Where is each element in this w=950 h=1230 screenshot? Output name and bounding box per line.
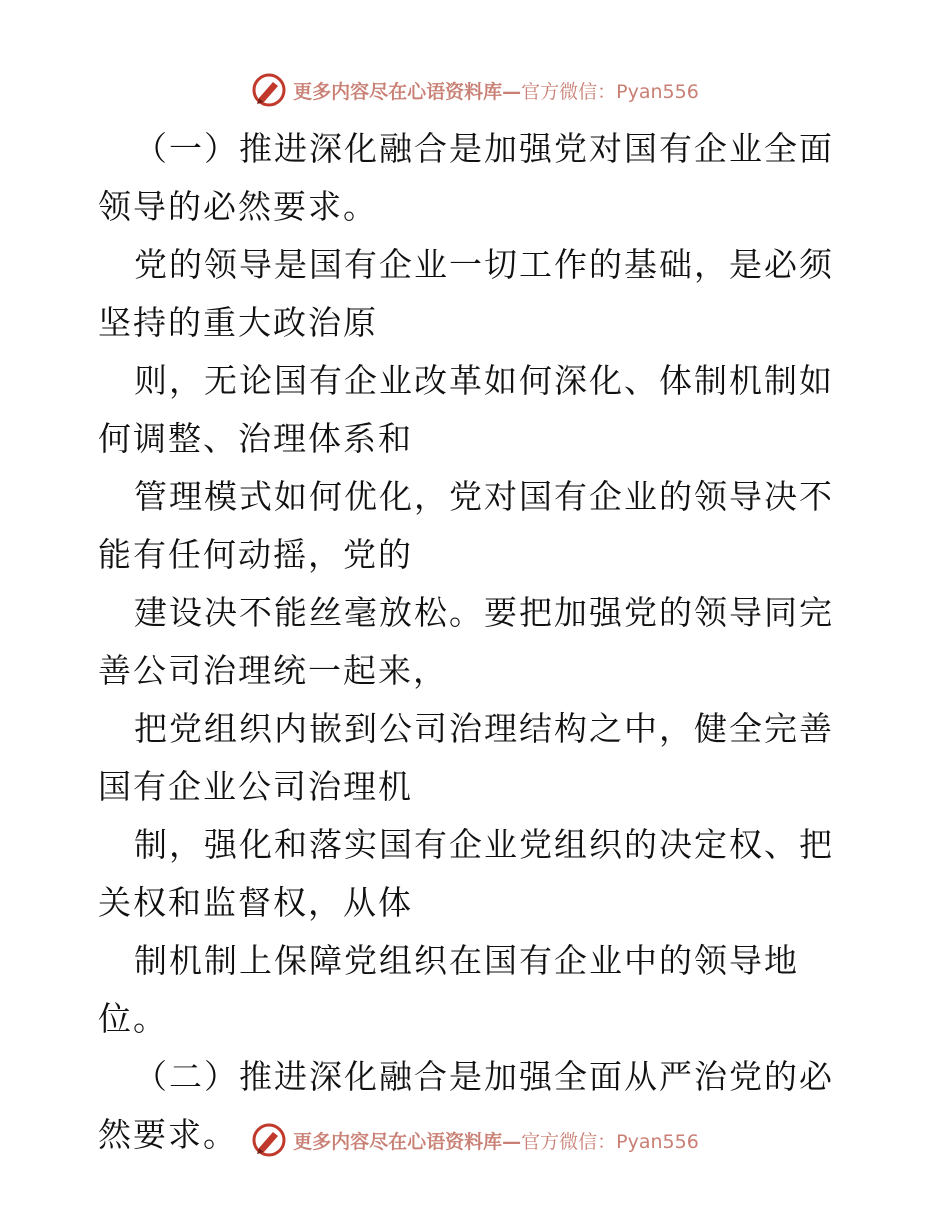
paragraph: 把党组织内嵌到公司治理结构之中，健全完善国有企业公司治理机 [98, 709, 834, 806]
document-body [98, 120, 858, 1164]
paragraph: （一）推进深化融合是加强党对国有企业全面领导的必然要求。 [98, 129, 834, 226]
paragraph: 则，无论国有企业改革如何深化、体制机制如何调整、治理体系和 [98, 361, 834, 458]
paragraph: 建设决不能丝毫放松。要把加强党的领导同完善公司治理统一起来， [98, 593, 834, 690]
footer-banner-wechat: 官方微信：Pyan556 [521, 1130, 699, 1153]
footer-banner-separator: — [502, 1130, 522, 1153]
header-banner [0, 70, 950, 110]
header-banner-wechat: 官方微信：Pyan556 [521, 80, 699, 103]
footer-banner [0, 1120, 950, 1160]
paragraph: 党的领导是国有企业一切工作的基础，是必须坚持的重大政治原 [98, 245, 834, 342]
paragraph: （二）推进深化融合是加强全面从严治党的必然要求。 [98, 1057, 834, 1154]
pen-logo-icon [251, 72, 287, 108]
pen-logo-icon [251, 1122, 287, 1158]
header-banner-separator: — [502, 80, 522, 103]
paragraph: 管理模式如何优化，党对国有企业的领导决不能有任何动摇，党的 [98, 477, 834, 574]
header-banner-text [293, 77, 699, 104]
header-banner-main: 更多内容尽在心语资料库 [293, 80, 503, 103]
footer-banner-main: 更多内容尽在心语资料库 [293, 1130, 503, 1153]
paragraph: 制，强化和落实国有企业党组织的决定权、把关权和监督权，从体 [98, 825, 834, 922]
paragraph: 制机制上保障党组织在国有企业中的领导地位。 [98, 941, 799, 1038]
footer-banner-text [293, 1127, 699, 1154]
